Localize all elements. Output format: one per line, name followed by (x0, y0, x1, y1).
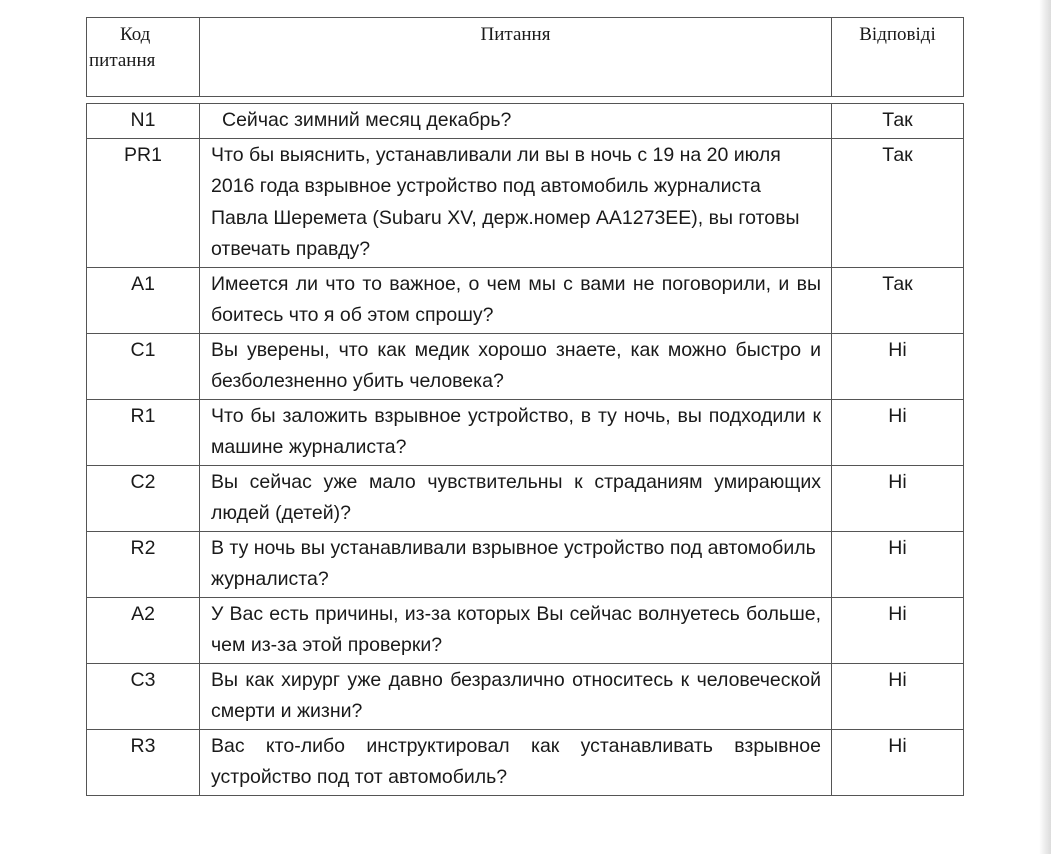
row-answer: Ні (832, 399, 964, 465)
row-question: У Вас есть причины, из-за которых Вы сейчас волнуетесь больше, чем из-за этой проверки? (200, 597, 832, 663)
page-edge-shadow (1039, 0, 1051, 854)
table-row (87, 399, 964, 465)
table-row (87, 267, 964, 333)
questions-table (86, 17, 964, 796)
row-answer: Ні (832, 333, 964, 399)
table-row (87, 104, 964, 139)
row-question: Имеется ли что то важное, о чем мы с вами не поговорили, и вы боитесь что я об этом спрошу? (200, 267, 832, 333)
row-question: Сейчас зимний месяц декабрь? (200, 104, 832, 139)
table-row (87, 663, 964, 729)
row-question: Вы как хирург уже давно безразлично относитесь к человеческой смерти и жизни? (200, 663, 832, 729)
row-answer: Ні (832, 531, 964, 597)
header-answer: Відповіді (832, 18, 964, 97)
row-answer: Ні (832, 465, 964, 531)
header-code (87, 18, 200, 97)
row-question: Вы сейчас уже мало чувствительны к страданиям умирающих людей (детей)? (200, 465, 832, 531)
row-question: Что бы заложить взрывное устройство, в ту ночь, вы подходили к машине журналиста? (200, 399, 832, 465)
row-code: A1 (87, 267, 200, 333)
row-answer: Так (832, 267, 964, 333)
row-question: В ту ночь вы устанавливали взрывное устройство под автомобиль журналиста? (200, 531, 832, 597)
table-row (87, 531, 964, 597)
row-code: A2 (87, 597, 200, 663)
row-code: C2 (87, 465, 200, 531)
table-row (87, 333, 964, 399)
row-code: R3 (87, 729, 200, 795)
row-question: Вы уверены, что как медик хорошо знаете, как можно быстро и безболезненно убить человека? (200, 333, 832, 399)
row-code: R2 (87, 531, 200, 597)
row-answer: Ні (832, 663, 964, 729)
table-row (87, 597, 964, 663)
table-row (87, 138, 964, 267)
row-code: N1 (87, 104, 200, 139)
row-answer: Ні (832, 597, 964, 663)
row-answer: Ні (832, 729, 964, 795)
row-question: Вас кто-либо инструктировал как устанавливать взрывное устройство под тот автомобиль? (200, 729, 832, 795)
header-question: Питання (200, 18, 832, 97)
row-code: C1 (87, 333, 200, 399)
row-code: R1 (87, 399, 200, 465)
header-code-line2: питання (89, 50, 156, 71)
row-question: Что бы выяснить, устанавливали ли вы в ночь с 19 на 20 июля 2016 года взрывное устройство под автомобиль журналиста Павла Шеремета (Subaru XV, держ.номер АА1273ЕЕ), вы готовы отвечать правду? (200, 138, 832, 267)
table-row (87, 465, 964, 531)
table-row (87, 729, 964, 795)
row-code: PR1 (87, 138, 200, 267)
header-spacer (87, 97, 964, 104)
row-answer: Так (832, 138, 964, 267)
row-answer: Так (832, 104, 964, 139)
table-header-row (87, 18, 964, 97)
row-code: C3 (87, 663, 200, 729)
header-code-line1: Код (120, 24, 151, 45)
